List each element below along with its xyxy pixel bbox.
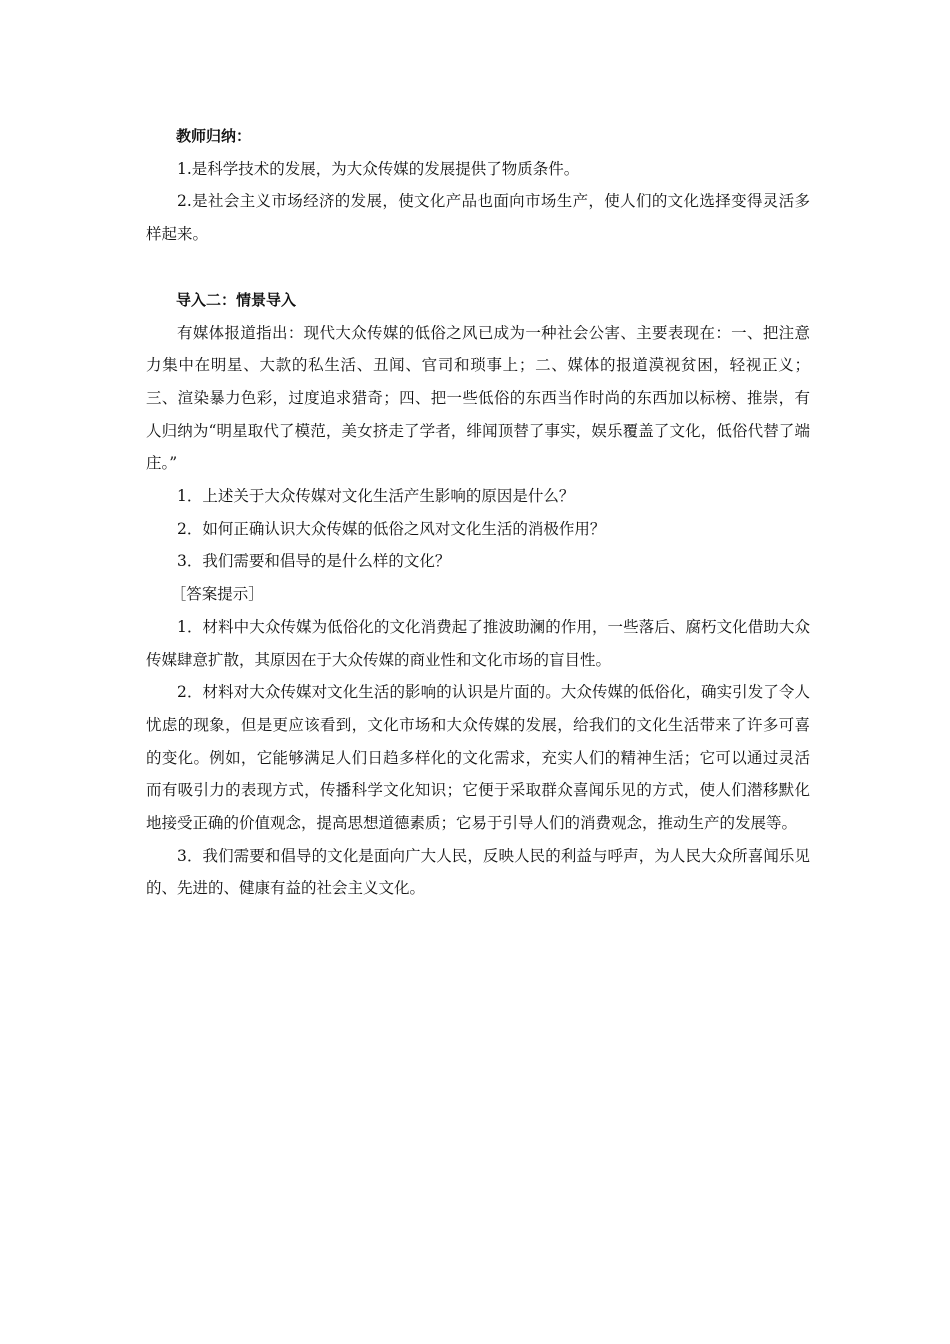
answer-item: 2．材料对大众传媒对文化生活的影响的认识是片面的。大众传媒的低俗化，确实引发了令人忧虑的现象，但是更应该看到，文化市场和大众传媒的发展，给我们的文化生活带来了许多可喜的变化。例如，它能够满足人们日趋多样化的文化需求，充实人们的精神生活；它可以通过灵活而有吸引力的表现方式，传播科学文化知识；它便于采取群众喜闻乐见的方式，使人们潜移默化地接受正确的价值观念，提高思想道德素质；它易于引导人们的消费观念，推动生产的发展等。: [146, 683, 810, 833]
question-item: 3．我们需要和倡导的是什么样的文化？: [177, 552, 451, 571]
question-item: 2．如何正确认识大众传媒的低俗之风对文化生活的消极作用？: [177, 519, 606, 538]
answer-hint-label: ［答案提示］: [170, 585, 264, 604]
answer-item: 3．我们需要和倡导的文化是面向广大人民，反映人民的利益与呼声，为人民大众所喜闻乐见的、先进的、健康有益的社会主义文化。: [146, 846, 810, 898]
section-heading-teacher-summary: 教师归纳：: [176, 127, 252, 145]
question-item: 1．上述关于大众传媒对文化生活产生影响的原因是什么？: [177, 487, 575, 506]
summary-item: 1.是科学技术的发展，为大众传媒的发展提供了物质条件。: [177, 159, 580, 178]
answer-item: 1．材料中大众传媒为低俗化的文化消费起了推波助澜的作用，一些落后、腐朽文化借助大众传媒肆意扩散，其原因在于大众传媒的商业性和文化市场的盲目性。: [146, 617, 810, 669]
section-spacer: [146, 251, 810, 284]
summary-item: 2.是社会主义市场经济的发展，使文化产品也面向市场生产，使人们的文化选择变得灵活多样起来。: [146, 192, 810, 244]
scenario-paragraph: 有媒体报道指出：现代大众传媒的低俗之风已成为一种社会公害、主要表现在：一、把注意力集中在明星、大款的私生活、丑闻、官司和琐事上；二、媒体的报道漠视贫困，轻视正义；三、渲染暴力色彩，过度追求猎奇；四、把一些低俗的东西当作时尚的东西加以标榜、推崇，有人归纳为“明星取代了模范，美女挤走了学者，绯闻顶替了事实，娱乐覆盖了文化，低俗代替了端庄。”: [146, 323, 810, 473]
section-heading-scenario-intro: 导入二：情景导入: [176, 290, 297, 309]
document-body: [146, 120, 810, 905]
